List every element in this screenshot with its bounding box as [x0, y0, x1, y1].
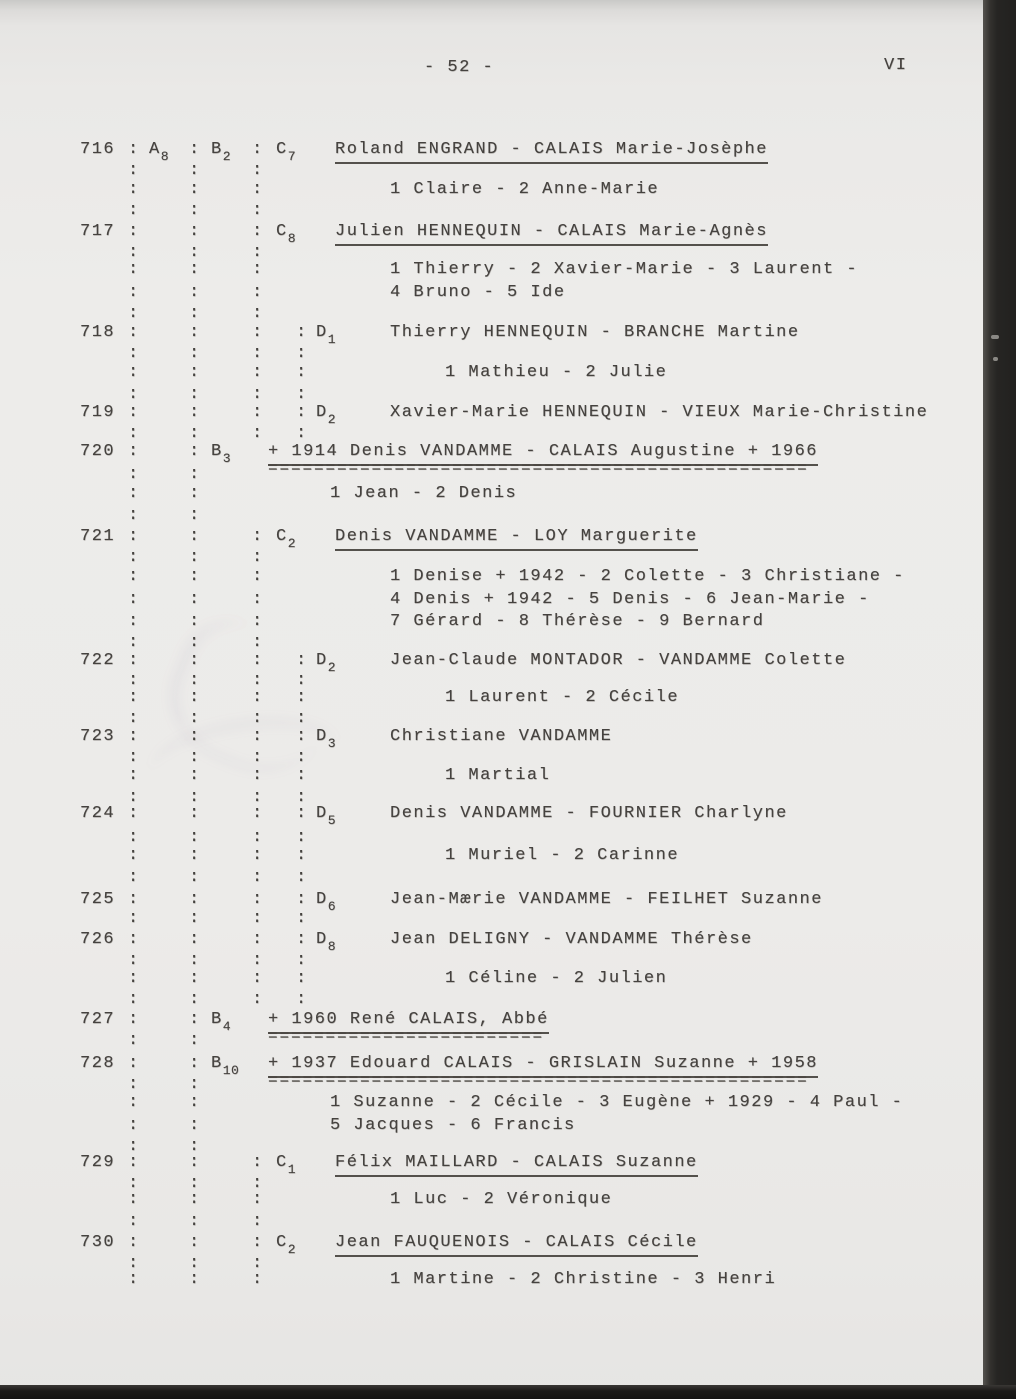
guide-colon: :: [252, 890, 264, 909]
guide-colon: :: [189, 442, 201, 461]
guide-colon: :: [128, 1233, 140, 1252]
guide-colon: :: [252, 804, 264, 823]
generation-subscript: 3: [222, 451, 232, 466]
generation-subscript: 10: [222, 1063, 240, 1078]
guide-colon: :: [128, 969, 140, 988]
guide-colon: :: [189, 788, 201, 807]
entry-title: + 1914 Denis VANDAMME - CALAIS Augustine + 1966: [268, 441, 818, 464]
entry-number: 718: [80, 323, 116, 342]
guide-colon: :: [128, 283, 140, 302]
guide-colon: :: [296, 688, 308, 707]
guide-colon: :: [252, 909, 264, 928]
guide-colon: :: [252, 788, 264, 807]
guide-colon: :: [128, 788, 140, 807]
guide-colon: :: [252, 651, 264, 670]
guide-colon: :: [128, 1270, 140, 1289]
guide-colon: :: [189, 344, 201, 363]
children-line: 1 Muriel - 2 Carinne: [445, 846, 680, 865]
guide-colon: :: [296, 766, 308, 785]
guide-colon: :: [128, 363, 140, 382]
guide-colon: :: [128, 304, 140, 323]
children-line: 7 Gérard - 8 Thérèse - 9 Bernard: [390, 612, 765, 631]
generation-marker: $A_8$: [149, 140, 170, 164]
guide-colon: :: [252, 1254, 264, 1273]
guide-colon: :: [128, 990, 140, 1009]
guide-colon: :: [128, 442, 140, 461]
guide-colon: :: [128, 465, 140, 484]
guide-colon: :: [128, 890, 140, 909]
guide-colon: :: [128, 201, 140, 220]
children-line: 1 Laurent - 2 Cécile: [445, 688, 680, 707]
guide-colon: :: [189, 1270, 201, 1289]
guide-colon: :: [189, 651, 201, 670]
guide-colon: :: [189, 222, 201, 241]
guide-colon: :: [189, 709, 201, 728]
guide-colon: :: [128, 709, 140, 728]
guide-colon: :: [128, 688, 140, 707]
guide-colon: :: [189, 323, 201, 342]
generation-marker: $D_2$: [316, 651, 337, 675]
guide-colon: :: [128, 1116, 140, 1135]
guide-colon: :: [189, 140, 201, 159]
guide-colon: :: [189, 969, 201, 988]
guide-colon: :: [128, 161, 140, 180]
double-underline-row: ========================: [268, 1027, 545, 1045]
guide-colon: :: [296, 403, 308, 422]
guide-colon: :: [296, 930, 308, 949]
guide-colon: :: [128, 766, 140, 785]
guide-colon: :: [252, 846, 264, 865]
guide-colon: :: [296, 671, 308, 690]
guide-colon: :: [189, 1116, 201, 1135]
guide-colon: :: [252, 201, 264, 220]
children-line: 1 Céline - 2 Julien: [445, 969, 668, 988]
guide-colon: :: [128, 1010, 140, 1029]
guide-colon: :: [252, 688, 264, 707]
entry-title: Denis VANDAMME - FOURNIER Charlyne: [390, 804, 788, 823]
guide-colon: :: [189, 385, 201, 404]
children-line: 1 Mathieu - 2 Julie: [445, 363, 668, 382]
entry-number: 719: [80, 403, 116, 422]
entry-title: Roland ENGRAND - CALAIS Marie-Josèphe: [335, 139, 768, 162]
guide-colon: :: [189, 260, 201, 279]
guide-colon: :: [128, 1075, 140, 1094]
guide-colon: :: [189, 990, 201, 1009]
guide-colon: :: [296, 385, 308, 404]
guide-colon: :: [189, 1174, 201, 1193]
guide-colon: :: [296, 868, 308, 887]
guide-colon: :: [128, 1174, 140, 1193]
guide-colon: :: [189, 1054, 201, 1073]
guide-colon: :: [128, 567, 140, 586]
guide-colon: :: [128, 260, 140, 279]
generation-subscript: 2: [222, 149, 232, 164]
guide-colon: :: [189, 283, 201, 302]
guide-colon: :: [128, 222, 140, 241]
guide-colon: :: [252, 951, 264, 970]
generation-marker: $C_8$: [276, 222, 297, 246]
guide-colon: :: [252, 868, 264, 887]
scan-edge-bottom: [0, 1385, 1016, 1399]
generation-marker: $D_3$: [316, 727, 337, 751]
generation-subscript: 2: [327, 412, 337, 427]
guide-colon: :: [189, 748, 201, 767]
guide-colon: :: [189, 1190, 201, 1209]
guide-colon: :: [128, 1212, 140, 1231]
entry-title: Denis VANDAMME - LOY Marguerite: [335, 526, 698, 549]
guide-colon: :: [252, 1270, 264, 1289]
guide-colon: :: [128, 909, 140, 928]
generation-subscript: 8: [160, 149, 170, 164]
entry-title: Julien HENNEQUIN - CALAIS Marie-Agnès: [335, 221, 768, 244]
children-line: 1 Jean - 2 Denis: [330, 484, 518, 503]
entry-title: Thierry HENNEQUIN - BRANCHE Martine: [390, 323, 800, 342]
entry-title: + 1960 René CALAIS, Abbé: [268, 1009, 549, 1032]
guide-colon: :: [128, 951, 140, 970]
guide-colon: :: [128, 180, 140, 199]
guide-colon: :: [128, 1054, 140, 1073]
guide-colon: :: [189, 1212, 201, 1231]
guide-colon: :: [128, 651, 140, 670]
generation-subscript: 6: [327, 899, 337, 914]
guide-colon: :: [252, 283, 264, 302]
entry-number: 716: [80, 140, 116, 159]
guide-colon: :: [189, 527, 201, 546]
generation-subscript: 8: [287, 231, 297, 246]
guide-colon: :: [252, 548, 264, 567]
entry-number: 728: [80, 1054, 116, 1073]
guide-colon: :: [252, 385, 264, 404]
guide-colon: :: [189, 846, 201, 865]
entry-number: 724: [80, 804, 116, 823]
guide-colon: :: [128, 140, 140, 159]
children-line: 1 Claire - 2 Anne-Marie: [390, 180, 660, 199]
generation-subscript: 7: [287, 149, 297, 164]
double-underline-row: ===============================================: [268, 459, 809, 477]
guide-colon: :: [252, 590, 264, 609]
guide-colon: :: [252, 140, 264, 159]
guide-colon: :: [128, 243, 140, 262]
guide-colon: :: [128, 930, 140, 949]
guide-colon: :: [128, 828, 140, 847]
guide-colon: :: [189, 590, 201, 609]
entry-number: 720: [80, 442, 116, 461]
guide-colon: :: [296, 748, 308, 767]
guide-colon: :: [189, 548, 201, 567]
guide-colon: :: [189, 403, 201, 422]
guide-colon: :: [128, 671, 140, 690]
guide-colon: :: [128, 484, 140, 503]
generation-marker: $C_2$: [276, 1233, 297, 1257]
generation-marker: $B_2$: [211, 140, 232, 164]
double-underline-row: ===============================================: [268, 1071, 809, 1089]
scan-edge-right: [983, 0, 1016, 1399]
guide-colon: :: [252, 828, 264, 847]
scan-speck: [991, 335, 999, 339]
guide-colon: :: [189, 424, 201, 443]
guide-colon: :: [252, 1174, 264, 1193]
generation-marker: $B_4$: [211, 1010, 232, 1034]
guide-colon: :: [128, 1093, 140, 1112]
guide-colon: :: [252, 766, 264, 785]
guide-colon: :: [189, 161, 201, 180]
guide-colon: :: [189, 1031, 201, 1050]
guide-colon: :: [252, 990, 264, 1009]
guide-colon: :: [252, 727, 264, 746]
entry-number: 723: [80, 727, 116, 746]
guide-colon: :: [296, 424, 308, 443]
guide-colon: :: [128, 527, 140, 546]
guide-colon: :: [296, 788, 308, 807]
guide-colon: :: [189, 727, 201, 746]
generation-subscript: 2: [287, 1242, 297, 1257]
guide-colon: :: [189, 363, 201, 382]
entry-title: + 1937 Edouard CALAIS - GRISLAIN Suzanne + 1958: [268, 1053, 818, 1076]
generation-marker: $C_1$: [276, 1153, 297, 1177]
guide-colon: :: [189, 180, 201, 199]
generation-subscript: 2: [327, 660, 337, 675]
generation-marker: $D_1$: [316, 323, 337, 347]
guide-colon: :: [189, 201, 201, 220]
generation-marker: $D_2$: [316, 403, 337, 427]
children-line: 1 Denise + 1942 - 2 Colette - 3 Christiane -: [390, 567, 905, 586]
entry-number: 717: [80, 222, 116, 241]
guide-colon: :: [296, 846, 308, 865]
guide-colon: :: [189, 1093, 201, 1112]
guide-colon: :: [252, 1153, 264, 1172]
generation-subscript: 4: [222, 1019, 232, 1034]
guide-colon: :: [252, 403, 264, 422]
guide-colon: :: [252, 344, 264, 363]
entry-title: Félix MAILLARD - CALAIS Suzanne: [335, 1152, 698, 1175]
guide-colon: :: [296, 890, 308, 909]
guide-colon: :: [128, 548, 140, 567]
generation-subscript: 2: [287, 536, 297, 551]
guide-colon: :: [252, 1212, 264, 1231]
guide-colon: :: [189, 868, 201, 887]
guide-colon: :: [252, 969, 264, 988]
guide-colon: :: [189, 567, 201, 586]
guide-colon: :: [128, 846, 140, 865]
guide-colon: :: [189, 243, 201, 262]
guide-colon: :: [128, 1153, 140, 1172]
entry-title: Christiane VANDAMME: [390, 727, 613, 746]
guide-colon: :: [189, 1153, 201, 1172]
entry-title: Jean FAUQUENOIS - CALAIS Cécile: [335, 1232, 698, 1255]
section-numeral: VI: [884, 56, 908, 75]
guide-colon: :: [252, 243, 264, 262]
guide-colon: :: [252, 304, 264, 323]
guide-colon: :: [128, 748, 140, 767]
generation-marker: $D_8$: [316, 930, 337, 954]
entry-title: Jean-Mærie VANDAMME - FEILHET Suzanne: [390, 890, 823, 909]
guide-colon: :: [189, 766, 201, 785]
guide-colon: :: [128, 506, 140, 525]
guide-colon: :: [296, 323, 308, 342]
entry-number: 721: [80, 527, 116, 546]
guide-colon: :: [189, 484, 201, 503]
guide-colon: :: [252, 633, 264, 652]
guide-colon: :: [296, 344, 308, 363]
guide-colon: :: [189, 930, 201, 949]
guide-colon: :: [128, 1031, 140, 1050]
guide-colon: :: [128, 403, 140, 422]
entry-title: Xavier-Marie HENNEQUIN - VIEUX Marie-Christine: [390, 403, 929, 422]
guide-colon: :: [296, 709, 308, 728]
guide-colon: :: [128, 590, 140, 609]
entry-number: 729: [80, 1153, 116, 1172]
guide-colon: :: [252, 671, 264, 690]
guide-colon: :: [189, 1233, 201, 1252]
guide-colon: :: [128, 424, 140, 443]
guide-colon: :: [296, 651, 308, 670]
guide-colon: :: [252, 709, 264, 728]
guide-colon: :: [252, 1190, 264, 1209]
guide-colon: :: [128, 804, 140, 823]
guide-colon: :: [252, 161, 264, 180]
generation-subscript: 1: [327, 332, 337, 347]
guide-colon: :: [128, 727, 140, 746]
guide-colon: :: [296, 727, 308, 746]
generation-marker: $B_{10}$: [211, 1054, 240, 1078]
entry-number: 730: [80, 1233, 116, 1252]
guide-colon: :: [189, 1075, 201, 1094]
guide-colon: :: [189, 1137, 201, 1156]
guide-colon: :: [128, 385, 140, 404]
children-line: 1 Thierry - 2 Xavier-Marie - 3 Laurent -: [390, 260, 859, 279]
children-line: 1 Martine - 2 Christine - 3 Henri: [390, 1270, 777, 1289]
generation-subscript: 3: [327, 736, 337, 751]
guide-colon: :: [128, 1254, 140, 1273]
entry-title: Jean-Claude MONTADOR - VANDAMME Colette: [390, 651, 847, 670]
ink-bleed-ghost: [145, 707, 344, 812]
guide-colon: :: [296, 363, 308, 382]
guide-colon: :: [296, 990, 308, 1009]
guide-colon: :: [252, 930, 264, 949]
guide-colon: :: [252, 323, 264, 342]
scan-speck: [993, 357, 998, 361]
generation-subscript: 5: [327, 813, 337, 828]
children-line: 1 Luc - 2 Véronique: [390, 1190, 613, 1209]
generation-marker: $C_7$: [276, 140, 297, 164]
ink-bleed-ghost: [150, 605, 350, 793]
entry-number: 725: [80, 890, 116, 909]
entry-number: 726: [80, 930, 116, 949]
guide-colon: :: [189, 304, 201, 323]
children-line: 4 Denis + 1942 - 5 Denis - 6 Jean-Marie -: [390, 590, 870, 609]
generation-subscript: 1: [287, 1162, 297, 1177]
guide-colon: :: [189, 688, 201, 707]
guide-colon: :: [296, 804, 308, 823]
guide-colon: :: [252, 222, 264, 241]
guide-colon: :: [189, 804, 201, 823]
guide-colon: :: [252, 1233, 264, 1252]
guide-colon: :: [252, 567, 264, 586]
guide-colon: :: [252, 260, 264, 279]
guide-colon: :: [252, 363, 264, 382]
guide-colon: :: [189, 671, 201, 690]
guide-colon: :: [296, 828, 308, 847]
children-line: 5 Jacques - 6 Francis: [330, 1116, 576, 1135]
entry-number: 722: [80, 651, 116, 670]
guide-colon: :: [128, 633, 140, 652]
guide-colon: :: [128, 344, 140, 363]
guide-colon: :: [296, 909, 308, 928]
guide-colon: :: [189, 828, 201, 847]
guide-colon: :: [189, 1254, 201, 1273]
guide-colon: :: [189, 506, 201, 525]
guide-colon: :: [252, 527, 264, 546]
guide-colon: :: [252, 180, 264, 199]
guide-colon: :: [128, 868, 140, 887]
guide-colon: :: [189, 951, 201, 970]
guide-colon: :: [189, 465, 201, 484]
guide-colon: :: [128, 612, 140, 631]
children-line: 4 Bruno - 5 Ide: [390, 283, 566, 302]
entry-title: Jean DELIGNY - VANDAMME Thérèse: [390, 930, 753, 949]
generation-marker: $C_2$: [276, 527, 297, 551]
guide-colon: :: [128, 1137, 140, 1156]
generation-subscript: 8: [327, 939, 337, 954]
guide-colon: :: [296, 951, 308, 970]
generation-marker: $D_5$: [316, 804, 337, 828]
guide-colon: :: [189, 909, 201, 928]
guide-colon: :: [252, 612, 264, 631]
generation-marker: $D_6$: [316, 890, 337, 914]
page-number: - 52 -: [424, 58, 495, 77]
guide-colon: :: [128, 323, 140, 342]
guide-colon: :: [252, 748, 264, 767]
guide-colon: :: [189, 1010, 201, 1029]
guide-colon: :: [189, 612, 201, 631]
children-line: 1 Suzanne - 2 Cécile - 3 Eugène + 1929 - 4 Paul -: [330, 1093, 904, 1112]
guide-colon: :: [252, 424, 264, 443]
children-line: 1 Martial: [445, 766, 551, 785]
guide-colon: :: [128, 1190, 140, 1209]
guide-colon: :: [189, 633, 201, 652]
generation-marker: $B_3$: [211, 442, 232, 466]
entry-number: 727: [80, 1010, 116, 1029]
guide-colon: :: [189, 890, 201, 909]
guide-colon: :: [296, 969, 308, 988]
